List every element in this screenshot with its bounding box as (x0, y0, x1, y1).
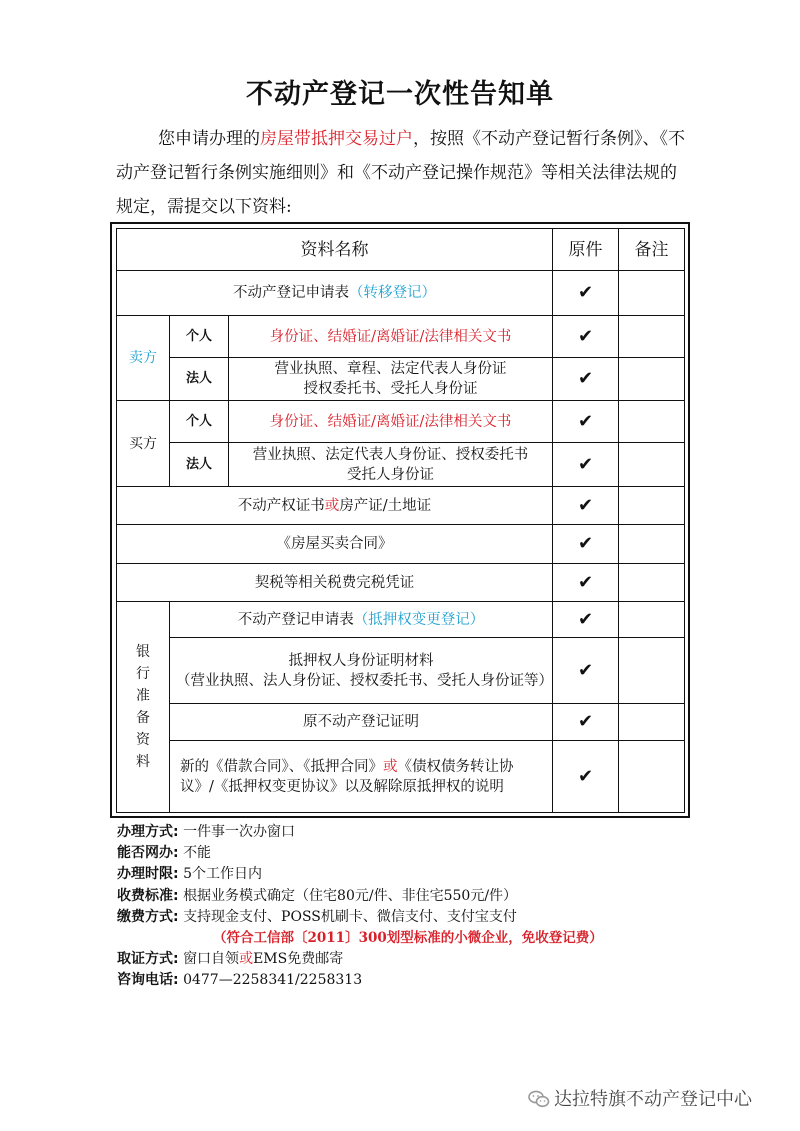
table-row (117, 487, 685, 525)
remark-cell (619, 316, 685, 358)
intro-paragraph (116, 122, 692, 224)
info-row: 缴费方式: 支持现金支付、POSS机刷卡、微信支付、支付宝支付 (117, 908, 517, 925)
table-row (117, 316, 685, 358)
table-row (117, 358, 685, 401)
remark-cell (619, 401, 685, 443)
buyer-personal-docs: 身份证、结婚证/离婚证/法律相关文书 (229, 401, 553, 443)
documents-table (116, 228, 685, 813)
check-mark: ✔ (553, 316, 619, 358)
row-application-transfer: 不动产登记申请表（转移登记） (117, 271, 553, 316)
check-mark: ✔ (553, 741, 619, 813)
remark-cell (619, 487, 685, 525)
fee-exemption-note: （符合工信部〔2011〕300划型标准的小微企业，免收登记费） (213, 930, 603, 947)
table-row (117, 271, 685, 316)
info-row: 咨询电话: 0477—2258341/2258313 (117, 972, 363, 989)
check-mark: ✔ (553, 704, 619, 741)
check-mark: ✔ (553, 271, 619, 316)
intro-text-pre: 您申请办理的 (158, 129, 260, 149)
row-property-certificate: 不动产权证书或房产证/土地证 (117, 487, 553, 525)
intro-highlight: 房屋带抵押交易过户 (260, 129, 413, 149)
table-row (117, 602, 685, 638)
bank-mortgagee-docs: 抵押权人身份证明材料 （营业执照、法人身份证、授权委托书、受托人身份证等） (170, 638, 553, 704)
table-row (117, 443, 685, 487)
info-row: 能否网办: 不能 (117, 845, 212, 862)
buyer-label: 买方 (117, 401, 170, 487)
buyer-legal-label: 法人 (170, 443, 229, 487)
remark-cell (619, 564, 685, 602)
seller-legal-label: 法人 (170, 358, 229, 401)
info-row: 办理方式: 一件事一次办窗口 (117, 824, 296, 840)
table-row (117, 741, 685, 813)
bank-new-contracts: 新的《借款合同》、《抵押合同》或《债权债务转让协议》/《抵押权变更协议》以及解除原抵押权的说明 (170, 741, 553, 813)
table-row (117, 704, 685, 741)
info-row: 办理时限: 5个工作日内 (117, 866, 262, 883)
table-header-row (117, 229, 685, 271)
remark-cell (619, 741, 685, 813)
remark-cell (619, 443, 685, 487)
seller-personal-label: 个人 (170, 316, 229, 358)
buyer-personal-label: 个人 (170, 401, 229, 443)
check-mark: ✔ (553, 638, 619, 704)
wechat-watermark (528, 1085, 752, 1111)
row-sale-contract: 《房屋买卖合同》 (117, 525, 553, 564)
table-row (117, 638, 685, 704)
check-mark: ✔ (553, 443, 619, 487)
service-info (117, 822, 717, 992)
remark-cell (619, 358, 685, 401)
buyer-legal-docs: 营业执照、法定代表人身份证、授权委托书 受托人身份证 (229, 443, 553, 487)
intro-text-post: ，按照《不动产登记暂行条例》、《不动产登记暂行条例实施细则》和《不动产登记操作规范》等相关法律法规的规定，需提交以下资料: (116, 129, 685, 217)
check-mark: ✔ (553, 564, 619, 602)
page-title: 不动产登记一次性告知单 (246, 79, 554, 110)
bank-application: 不动产登记申请表（抵押权变更登记） (170, 602, 553, 638)
wechat-icon (528, 1090, 550, 1108)
header-original: 原件 (553, 229, 619, 271)
seller-personal-docs: 身份证、结婚证/离婚证/法律相关文书 (229, 316, 553, 358)
account-name: 达拉特旗不动产登记中心 (554, 1089, 752, 1110)
remark-cell (619, 638, 685, 704)
seller-label: 卖方 (117, 316, 170, 401)
info-row: 取证方式: 窗口自领或EMS免费邮寄 (117, 951, 344, 968)
check-mark: ✔ (553, 487, 619, 525)
check-mark: ✔ (553, 358, 619, 401)
bank-original-certificate: 原不动产登记证明 (170, 704, 553, 741)
header-name: 资料名称 (117, 229, 553, 271)
row-tax-certificate: 契税等相关税费完税凭证 (117, 564, 553, 602)
check-mark: ✔ (553, 525, 619, 564)
remark-cell (619, 271, 685, 316)
check-mark: ✔ (553, 401, 619, 443)
table-row (117, 564, 685, 602)
table-row (117, 525, 685, 564)
check-mark: ✔ (553, 602, 619, 638)
seller-legal-docs: 营业执照、章程、法定代表人身份证 授权委托书、受托人身份证 (229, 358, 553, 401)
bank-label: 银行准备资料 (117, 602, 170, 813)
remark-cell (619, 525, 685, 564)
table-row (117, 401, 685, 443)
info-row: 收费标准: 根据业务模式确定（住宅80元/件、非住宅550元/件） (117, 887, 518, 904)
remark-cell (619, 704, 685, 741)
remark-cell (619, 602, 685, 638)
header-remark: 备注 (619, 229, 685, 271)
